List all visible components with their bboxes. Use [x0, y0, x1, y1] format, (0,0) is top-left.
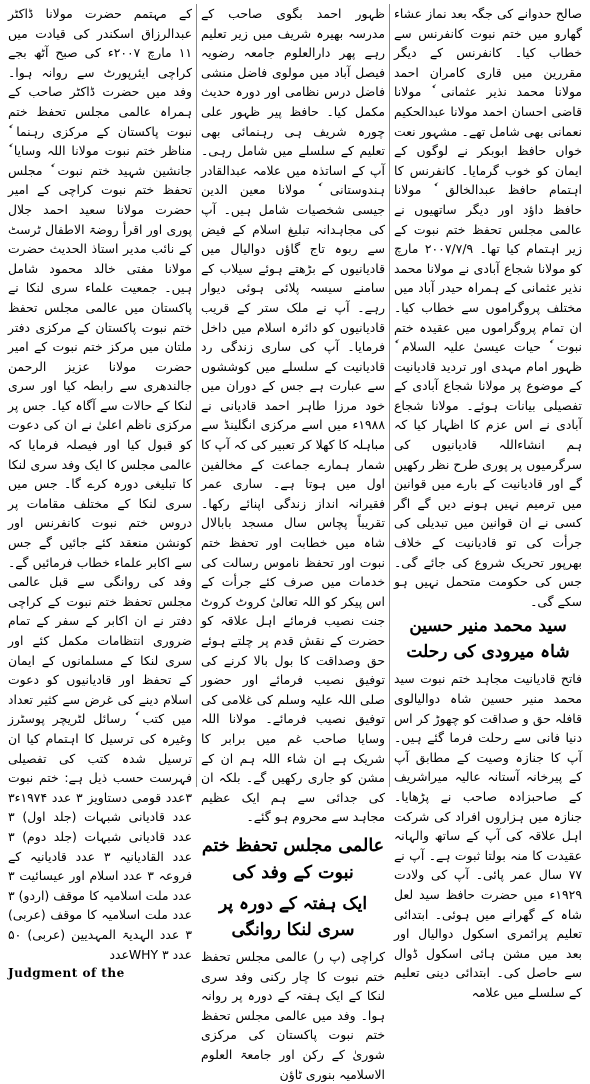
news-paragraph: ظہور احمد بگوی صاحب کے مدرسہ بھیرہ شریف میں زیر تعلیم رہے پھر دارالعلوم جامعہ رضویہ فیصل آباد میں مولوی فاضل منشی فاضل درس نظامی اور دورہ حدیث مکمل کیا۔ حافظ پیر ظہور علی چورہ شریف ہی رہنمائی بھی تعلیم کے سلسلے میں شامل رہی۔ آپ کے اساتذہ میں علامہ عبدالقادر ہندوستانی ٗ مولانا معین الدین جیسی شخصیات شامل ہیں۔ آپ کی مجاہدانہ تبلیغ اسلام کے فیض سے ربوہ تاج گاؤں دوالیال میں قادیانیوں کے بڑھتے ہوئے سیلاب کے سامنے سیسہ پلائی ہوئی دیوار رہے۔ آپ نے ملک ستر کے قریب قادیانیوں کو دائرہ اسلام میں داخل فرمایا۔ آپ کی ساری زندگی رد قادیانیت کے سلسلے میں کوششوں سے عبارت ہے جس کے دوران میں خود مرزا طاہر احمد قادیانی نے ۱۹۸۸ء میں اسے مرکزی انگلینڈ سے مباہلہ کا کھلا کر تعبیر کی کہ آپ کا شمار ہمارے جماعت کے مخالفین اول میں ہوتا ہے۔ ساری عمر فقیرانہ انداز زندگی اپنائے رکھا۔ تقریباً پچاس سال مسجد بابالال شاہ میں خطابت اور تحفظ ختم نبوت اور تحفظ ناموس رسالت کی خدمات میں صرف کئے جرأت کے اس پیکر کو اللہ تعالیٰ کروٹ کروٹ جنت نصیب فرمائے اہل علاقہ کو حضرت کے نقش قدم پر چلتے ہوئے حق وصداقت کا بول بالا کرنے کی توفیق نصیب فرمائے اور حضور صلی اللہ علیہ وسلم کی غلامی کی توفیق نصیب فرمائے۔ مولانا اللہ وسایا صاحب غم میں برابر کا شریک ہے ان شاء اللہ ہم ان کے مشن کو جاری رکھیں گے۔ بلکہ ان کی جدائی سے ہم ایک عظیم مجاہد سے محروم ہو گئے۔ — [201, 6, 385, 825]
news-paragraph: فاتح قادیانیت مجاہد ختم نبوت سید محمد منیر حسین شاہ دوالیالوی قافلہ حق و صداقت کو چھوڑ کر اس دنیا فانی سے رحلت فرما گئے ہیں۔ آپ کا جنازہ وصیت کے مطابق آپ کے پیرخانہ آستانہ عالیہ میراشریف کے صاحبزادہ صاحب نے پڑھایا۔ جنازہ میں ہزاروں افراد کی شرکت اہل علاقہ کی آپ کے ساتھ والہانہ عقیدت کا منہ بولتا ثبوت ہے۔ آپ نے ۷۷ سال عمر پائی۔ آپ کی ولادت ۱۹۲۹ء میں حضرت حافظ سید لعل شاہ کے گھرانے میں ہوئی۔ ابتدائی تعلیم پرائمری اسکول دوالیال اور بعد میں مشن ہائی اسکول ڈوال سے حاصل کی۔ ابتدائی دینی تعلیم کے سلسلے میں علامہ — [394, 671, 582, 1000]
section-heading: سید محمد منیر حسین شاہ میرودی کی رحلت — [406, 616, 570, 663]
book-title-english: Judgment of the — [8, 966, 125, 981]
section-heading-line-2: ایک ہفتہ کے دورہ پر سری لنکا روانگی — [218, 893, 368, 940]
news-paragraph: صالح حدوانے کی جگہ بعد نماز عشاء گھارو میں ختم نبوت کانفرنس سے خطاب کیا۔ کانفرنس کے دیگر مقررین میں قاری کامران احمد مولانا محمد نذیر عثمانی ٗ مولانا قاضی احسان احمد مولانا عبدالحکیم نعمانی بھی شامل تھے۔ مشہور نعت خواں حافظ ابوبکر نے لوگوں کے ایمان کو خوب گرمایا۔ کانفرنس کا اہتمام حافظ عبدالخالق ٗ مولانا حافظ داؤد اور دیگر ساتھیوں نے عالمی مجلس تحفظ ختم نبوت کے زیر اہتمام کیا تھا۔ ۲۰۰۷/۷/۹ مارچ کو مولانا شجاع آبادی نے مولانا محمد نذیر عثمانی کے ہمراہ حیدر آباد میں مختلف پروگراموں سے خطاب کیا۔ ان تمام پروگراموں میں عقیدہ ختم نبوت ٗ حیات عیسیٰ علیہ السلام ٗ ظہور امام مہدی اور تردید قادیانیت کے موضوع پر مولانا شجاع آبادی کے تفصیلی بیانات ہوئے۔ مولانا شجاع آبادی نے اس عزم کا اظہار کیا کہ ہم انشاءاللہ قادیانیوں کی سرگرمیوں پر پوری طرح نظر رکھیں گے اور قادیانیت کے بارے میں قوانین میں ترمیم نہیں ہونے دیں گے اگر کسی نے ان قوانین میں تبدیلی کی جرأت کی تو قادیانیت کے خلاف بھرپور تحریک شروع کی جائے گی۔ جس کی حکومت متحمل نہیں ہو سکے گی۔ — [394, 6, 582, 609]
news-paragraph: کراچی (پ ر) عالمی مجلس تحفظ ختم نبوت کا چار رکنی وفد سری لنکا کے ایک ہفتہ کے دورہ پر روانہ ہوا۔ وفد میں عالمی مجلس تحفظ ختم نبوت پاکستان کی مرکزی شوریٰ کے رکن اور جامعۃ العلوم الاسلامیہ بنوری ٹاؤن — [201, 948, 385, 1082]
column-right — [390, 4, 586, 1000]
section-heading-line-1: عالمی مجلس تحفظ ختم نبوت کے وفد کی — [201, 835, 385, 883]
news-paragraph: کے مہتمم حضرت مولانا ڈاکٹر عبدالرزاق اسکندر کی قیادت میں ۱۱ مارچ ۲۰۰۷ء کی صبح آٹھ بجے کراچی ایئرپورٹ سے روانہ ہوا۔ وفد میں حضرت ڈاکٹر صاحب کے ہمراہ عالمی مجلس تحفظ ختم نبوت پاکستان کے مرکزی رہنما ٗ مناظر ختم نبوت مولانا اللہ وسایا ٗ جانشین شہید ختم نبوت ٗ مجلس تحفظ ختم نبوت کراچی کے امیر حضرت مولانا سعید احمد جلال پوری اور اقرأ روضۃ الاطفال ٹرسٹ کے نائب مدیر استاذ الحدیث حضرت مولانا مفتی خالد محمود شامل ہیں۔ جمعیت علماء سری لنکا نے پاکستان میں عالمی مجلس تحفظ ختم نبوت پاکستان کے مرکزی دفتر ملتان میں مرکز ختم نبوت کے امیر حضرت مولانا عزیز الرحمن جالندھری سے رابطہ کیا اور سری لنکا کے حالات سے آگاہ کیا۔ جس پر مرکزی ناظم اعلیٰ نے ان کی دعوت کو قبول کیا اور فیصلہ فرمایا کہ عالمی مجلس کا ایک وفد سری لنکا کا تبلیغی دورہ کرے گا۔ جس میں سری لنکا کے مختلف مقامات پر دروس ختم نبوت کانفرنس اور کونشن منعقد کئے جائیں گے جس سے اکابر علماء خطاب فرمائیں گے۔ وفد کی روانگی سے قبل عالمی مجلس تحفظ ختم نبوت کے کراچی دفتر نے ان اکابر کے سفر کے تمام ضروری انتظامات مکمل کئے اور سری لنکا کے مسلمانوں کے ایمان کے تحفظ اور قادیانیوں کو دعوت اسلام دینے کی غرض سے کثیر تعداد میں کتب ٗ رسائل لٹریچر پوسٹرز وغیرہ کی ترسیل کا اہتمام کیا ان ترسیل شدہ کتب کی تفصیلی فہرست حسب ذیل ہے: ختم نبوت ۳عدد قومی دستاویز ۳ عدد ۱۹۷۴ء۳ عدد قادیانی شبہات (جلد اول) ۳ عدد قادیانی شبہات (جلد دوم) ۳ عدد القادیانیہ ۳ عدد قادیانیہ کے فروعہ ۳ عدد اسلام اور عیسائیت ۳ عدد ملت اسلامیہ کا موقف (اردو) ۳ عدد ملت اسلامیہ کا موقف (عربی) ۳ عدد الہدیۃ المہدیین (عربی) ۵۰ عدد WHY ۳عدد — [8, 6, 193, 962]
column-middle — [196, 4, 390, 1082]
column-left — [4, 4, 196, 981]
